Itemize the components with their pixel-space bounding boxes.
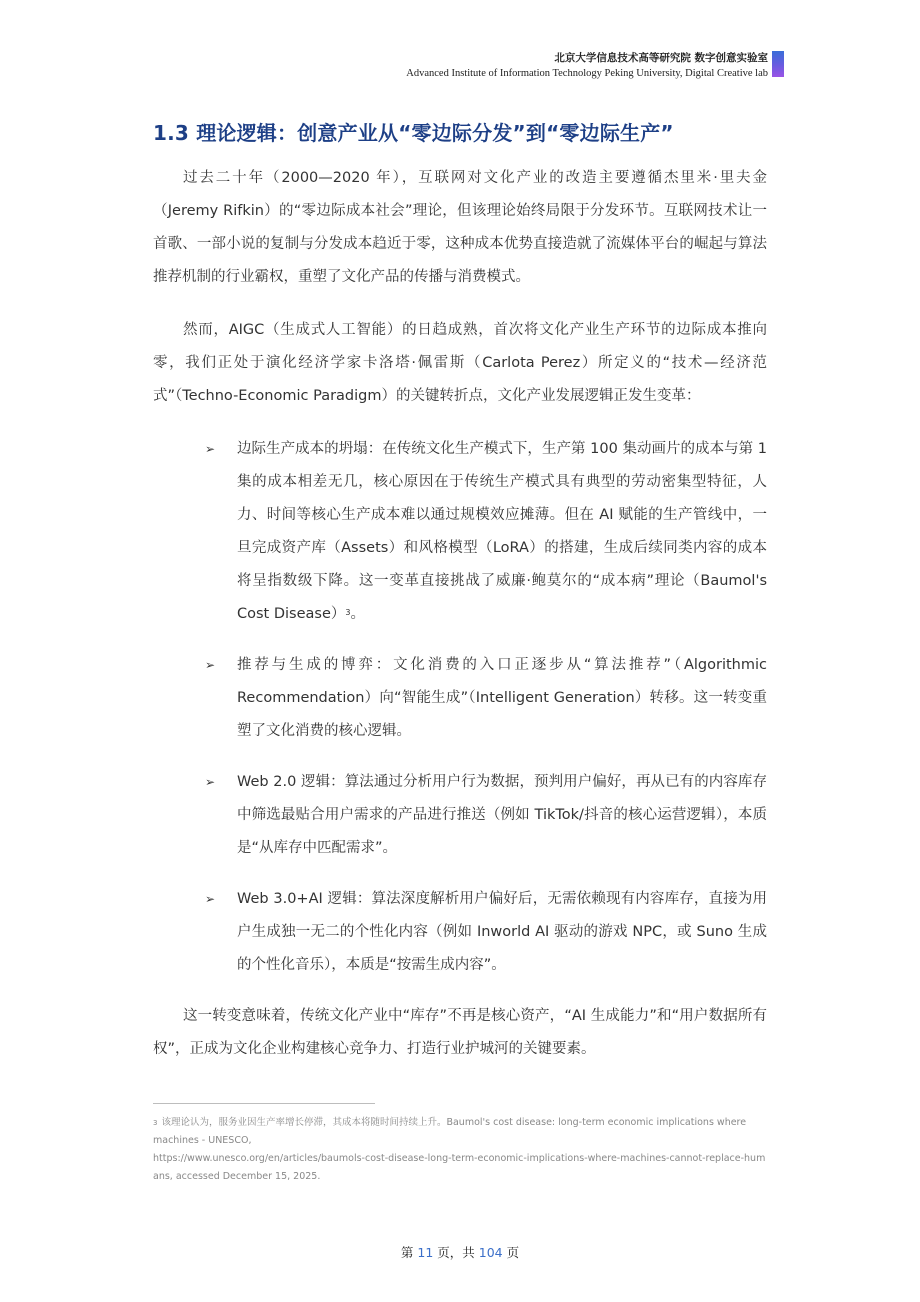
- footnote-divider: [153, 1103, 375, 1104]
- footnote-line: [153, 1114, 767, 1132]
- section-title: 1.3 理论逻辑：创意产业从“零边际分发”到“零边际生产”: [153, 121, 674, 145]
- footnote-text: 该理论认为，服务业因生产率增长停滞，其成本将随时间持续上升。Baumol's cost disease: long-term economic implications where: [161, 1117, 747, 1128]
- footnote-url[interactable]: https://www.unesco.org/en/articles/baumols-cost-disease-long-term-economic-implications-where-machines-cannot-replace-humans, accessed December 15, 2025.: [153, 1153, 766, 1182]
- footer-prefix: 第: [400, 1245, 418, 1260]
- current-page-number: 11: [417, 1245, 434, 1260]
- header-org-cn: 北京大学信息技术高等研究院 数字创意实验室: [554, 52, 768, 64]
- bullet-text: Web 2.0 逻辑：算法通过分析用户行为数据，预判用户偏好，再从已有的内容库存中筛选最贴合用户需求的产品进行推送（例如 TikTok/抖音的核心运营逻辑），本质是“从库存中匹配需求”。: [237, 774, 767, 856]
- footer-middle: 页，共: [433, 1245, 479, 1260]
- main-content: [153, 162, 767, 1086]
- bullet-item: [153, 433, 767, 631]
- page-footer: [0, 1243, 920, 1261]
- bullet-item: [153, 649, 767, 748]
- paragraph: 然而，AIGC（生成式人工智能）的日趋成熟，首次将文化产业生产环节的边际成本推向零，我们正处于演化经济学家卡洛塔·佩雷斯（Carlota Perez）所定义的“技术—经济范式”（Techno-Economic Paradigm）的关键转折点，文化产业发展逻辑正发生变革：: [153, 322, 767, 404]
- header-org-en: Advanced Institute of Information Technology Peking University, Digital Creative lab: [406, 68, 768, 79]
- total-page-count: 104: [478, 1245, 503, 1260]
- footnote: [153, 1114, 767, 1186]
- bullet-text: 推荐与生成的博弈：文化消费的入口正逐步从“算法推荐”（Algorithmic Recommendation）向“智能生成”（Intelligent Generation）转移。这一转变重塑了文化消费的核心逻辑。: [237, 657, 767, 739]
- header-accent-bar: [772, 51, 784, 77]
- page-header: [406, 50, 768, 82]
- arrow-bullet-icon: ➢: [205, 892, 216, 906]
- bullet-text: 边际生产成本的坍塌：在传统文化生产模式下，生产第 100 集动画片的成本与第 1 集的成本相差无几，核心原因在于传统生产模式具有典型的劳动密集型特征，人力、时间等核心生产成本难以通过规模效应摊薄。但在 AI 赋能的生产管线中，一旦完成资产库（Assets）和风格模型（LoRA）的搭建，生成后续同类内容的成本将呈指数级下降。这一变革直接挑战了威廉·鲍莫尔的“成本病”理论（Baumol's Cost Disease）: [237, 441, 767, 622]
- bullet-list: [153, 433, 767, 982]
- arrow-bullet-icon: ➢: [205, 658, 216, 672]
- footnote-line2: machines - UNESCO,: [153, 1135, 252, 1146]
- bullet-item: [153, 883, 767, 982]
- footnote-ref[interactable]: 3: [345, 608, 351, 617]
- arrow-bullet-icon: ➢: [205, 442, 216, 456]
- bullet-item: [153, 766, 767, 865]
- arrow-bullet-icon: ➢: [205, 775, 216, 789]
- paragraph: 过去二十年（2000—2020 年），互联网对文化产业的改造主要遵循杰里米·里夫金（Jeremy Rifkin）的“零边际成本社会”理论，但该理论始终局限于分发环节。互联网技术让一首歌、一部小说的复制与分发成本趋近于零，这种成本优势直接造就了流媒体平台的崛起与算法推荐机制的行业霸权，重塑了文化产品的传播与消费模式。: [153, 170, 767, 285]
- bullet-tail: 。: [350, 606, 365, 622]
- footer-suffix: 页: [502, 1245, 520, 1260]
- footnote-mark: 3: [153, 1119, 158, 1127]
- closing-paragraph: 这一转变意味着，传统文化产业中“库存”不再是核心资产，“AI 生成能力”和“用户数据所有权”，正成为文化企业构建核心竞争力、打造行业护城河的关键要素。: [153, 1008, 767, 1057]
- bullet-text: Web 3.0+AI 逻辑：算法深度解析用户偏好后，无需依赖现有内容库存，直接为用户生成独一无二的个性化内容（例如 Inworld AI 驱动的游戏 NPC，或 Suno 生成的个性化音乐），本质是“按需生成内容”。: [237, 891, 767, 973]
